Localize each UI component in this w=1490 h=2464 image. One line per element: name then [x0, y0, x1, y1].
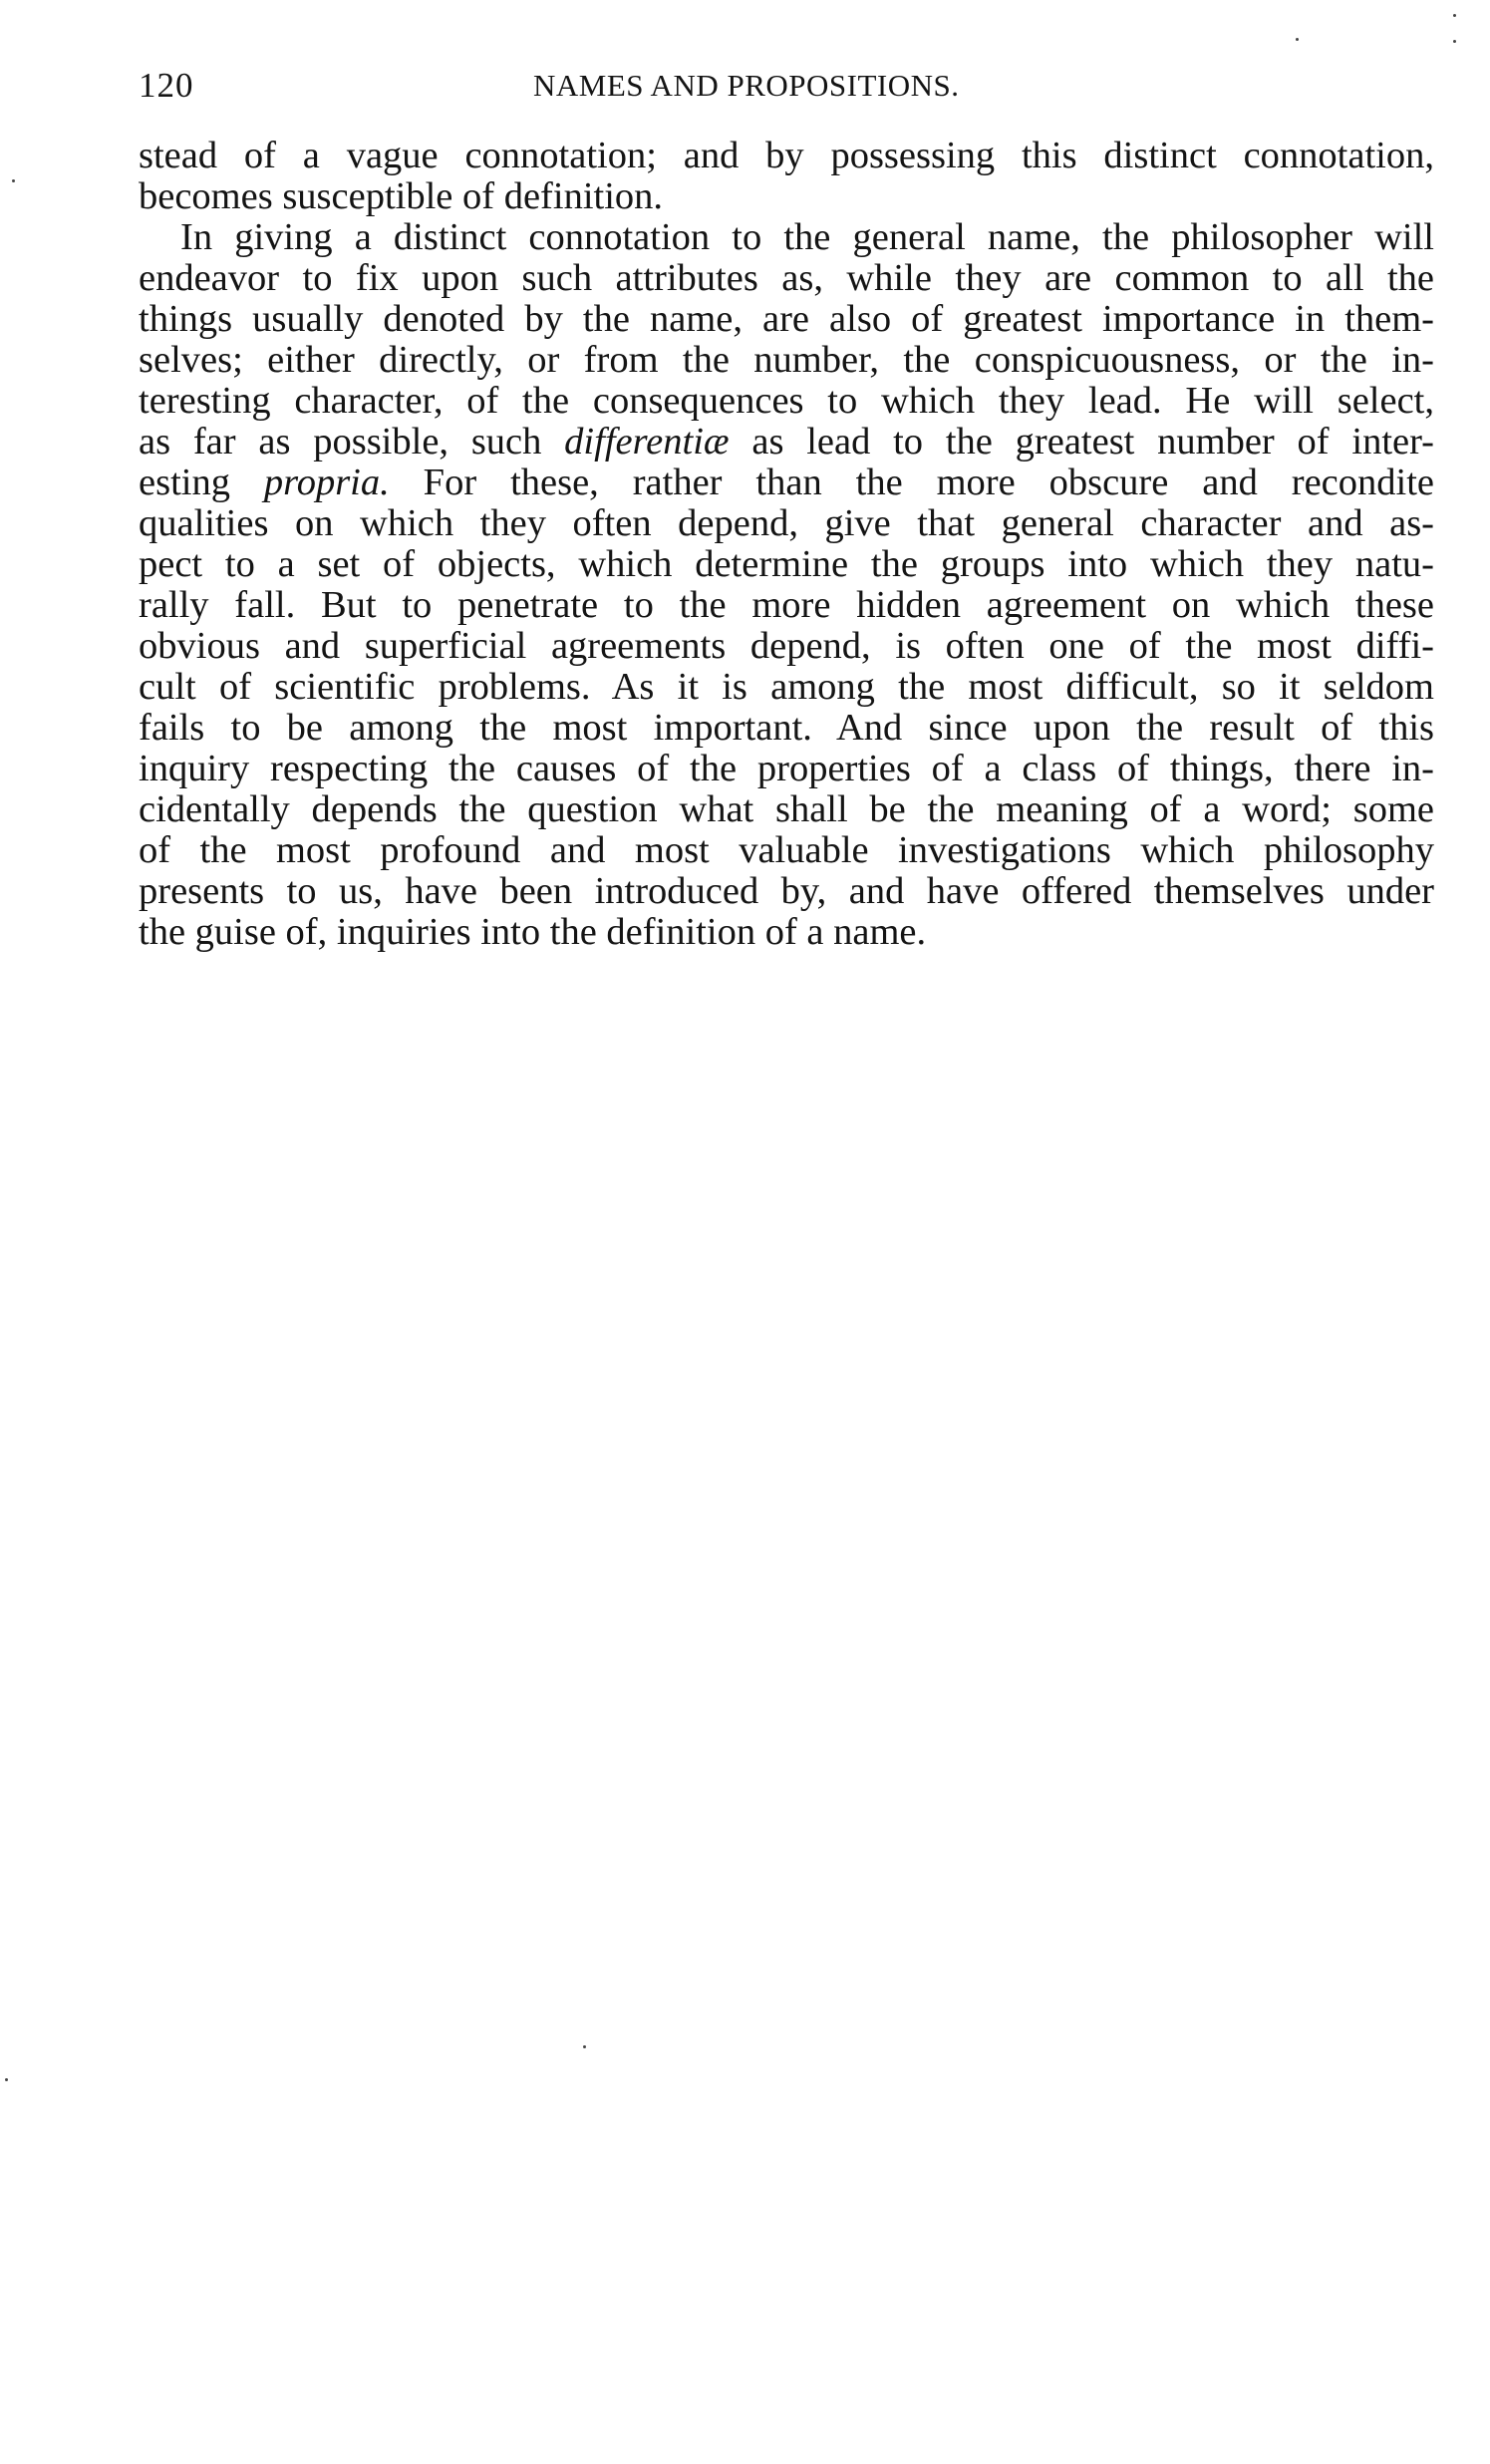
page-number: 120 [139, 66, 194, 105]
scan-speck [12, 179, 15, 182]
italic-term: differentiæ [564, 422, 730, 462]
text-segment: For these, rather than the more obscure and recondite [423, 462, 1434, 503]
running-head: NAMES AND PROPOSITIONS. [533, 68, 960, 103]
scan-speck [583, 2045, 586, 2048]
paragraph-1 [139, 136, 1434, 217]
text-line: presents to us, have been introduced by, and have offered themselves under [139, 871, 1434, 912]
italic-term: propria. [263, 462, 390, 503]
text-line [139, 422, 1434, 462]
text-line: things usually denoted by the name, are also of greatest importance in them- [139, 299, 1434, 340]
text-line: becomes susceptible of definition. [139, 176, 664, 217]
scan-speck [1453, 14, 1456, 17]
text-line: selves; either directly, or from the number, the conspicuousness, or the in- [139, 340, 1434, 381]
text-line [139, 462, 1434, 503]
scan-speck [1296, 38, 1299, 41]
text-line: cidentally depends the question what shall be the meaning of a word; some [139, 789, 1434, 830]
page-header [139, 66, 1434, 116]
text-line: endeavor to fix upon such attributes as, while they are common to all the [139, 258, 1434, 299]
text-line: qualities on which they often depend, give that general character and as- [139, 503, 1434, 544]
scan-speck [1453, 40, 1456, 43]
text-segment: as lead to the greatest number of inter- [751, 422, 1434, 462]
text-line: fails to be among the most important. And since upon the result of this [139, 708, 1434, 749]
scan-speck [5, 2078, 8, 2081]
text-line: the guise of, inquiries into the definition of a name. [139, 912, 927, 953]
paragraph-2 [139, 217, 1434, 953]
text-segment: as far as possible, such [139, 422, 542, 462]
text-line: obvious and superficial agreements depend, is often one of the most diffi- [139, 626, 1434, 667]
text-line: of the most profound and most valuable investigations which philosophy [139, 830, 1434, 871]
text-line: In giving a distinct connotation to the general name, the philosopher will [180, 217, 1434, 258]
text-line: rally fall. But to penetrate to the more hidden agreement on which these [139, 585, 1434, 626]
text-line: cult of scientific problems. As it is among the most difficult, so it seldom [139, 667, 1434, 708]
text-line: pect to a set of objects, which determine the groups into which they natu- [139, 544, 1434, 585]
text-line: inquiry respecting the causes of the properties of a class of things, there in- [139, 749, 1434, 789]
body-text [139, 136, 1434, 953]
text-line: stead of a vague connotation; and by possessing this distinct connotation, [139, 136, 1434, 176]
text-segment: esting [139, 462, 230, 503]
text-line: teresting character, of the consequences to which they lead. He will select, [139, 381, 1434, 422]
